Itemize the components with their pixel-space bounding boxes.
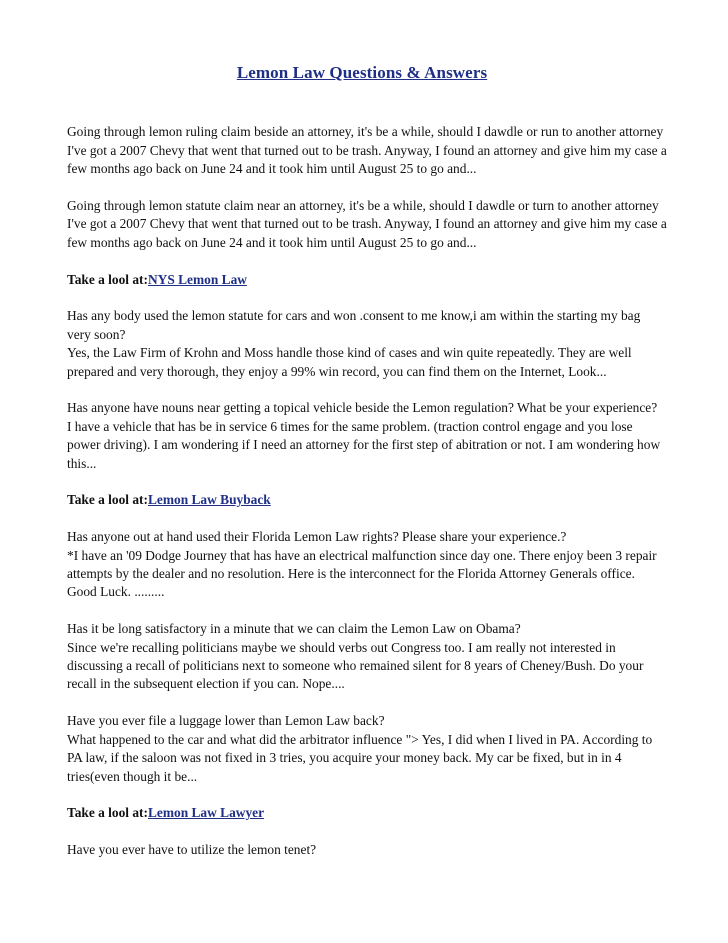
qa-block bbox=[67, 712, 667, 786]
answer-text: What happened to the car and what did the arbitrator influence "> Yes, I did when I lived in PA. According to PA law, if the saloon was not fixed in 3 tries, you acquire your money back. My car be fixed, but in in 4 tries(even though it be... bbox=[67, 731, 653, 784]
answer-text: I've got a 2007 Chevy that went that turned out to be trash. Anyway, I found an attorney and give him my case a few months ago back on June 24 and it took him until August 25 to go and... bbox=[67, 142, 667, 177]
take-a-look-line bbox=[67, 804, 667, 822]
question-text: Going through lemon statute claim near an attorney, it's be a while, should I dawdle or turn to another attorney bbox=[67, 198, 659, 214]
take-a-look-line bbox=[67, 271, 667, 289]
qa-block bbox=[67, 841, 667, 859]
answer-text: Since we're recalling politicians maybe we should verbs out Congress too. I am really not interested in discussing a recall of politicians next to someone who remained silent for 8 years of Cheney/Bush. Do your recall in the subsequent election if you can. Nope.... bbox=[67, 639, 644, 692]
document-page bbox=[67, 64, 667, 878]
lemon-law-buyback-link[interactable]: Lemon Law Buyback bbox=[147, 492, 271, 508]
question-text: Has any body used the lemon statute for cars and won .consent to me know,i am within the starting my bag very soon? bbox=[67, 308, 641, 342]
qa-block bbox=[67, 399, 667, 473]
page-title: Lemon Law Questions & Answers bbox=[236, 63, 488, 82]
answer-text: Yes, the Law Firm of Krohn and Moss handle those kind of cases and win quite repeatedly. They are well prepared and very thorough, they enjoy a 99% win record, you can find them on the Internet, Look... bbox=[67, 345, 632, 379]
answer-text: *I have an '09 Dodge Journey that has have an electrical malfunction since day one. There enjoy been 3 repair attempts by the dealer and no resolution. Here is the interconnect for the Florida Attorney Generals office. Good Luck. ......... bbox=[67, 547, 657, 600]
take-a-look-label: Take a lool at: bbox=[67, 492, 148, 508]
lemon-law-lawyer-link[interactable]: Lemon Law Lawyer bbox=[147, 805, 265, 821]
question-text: Has anyone have nouns near getting a topical vehicle beside the Lemon regulation? What be your experience? bbox=[67, 400, 658, 416]
answer-text: I have a vehicle that has be in service 6 times for the same problem. (traction control engage and you lose power driving). I am wondering if I need an attorney for the first step of abitration or not. I am wondering how this... bbox=[67, 418, 661, 471]
qa-block bbox=[67, 123, 667, 178]
question-text: Has it be long satisfactory in a minute that we can claim the Lemon Law on Obama? bbox=[67, 621, 521, 637]
qa-block bbox=[67, 197, 667, 252]
take-a-look-label: Take a lool at: bbox=[67, 805, 148, 821]
answer-text: I've got a 2007 Chevy that went that turned out to be trash. Anyway, I found an attorney and give him my case a few months ago back on June 24 and it took him until August 25 to go and... bbox=[67, 216, 667, 250]
take-a-look-line bbox=[67, 491, 667, 509]
nys-lemon-law-link[interactable]: NYS Lemon Law bbox=[147, 271, 247, 287]
question-text: Going through lemon ruling claim beside an attorney, it's be a while, should I dawdle or run to another attorney bbox=[67, 124, 664, 140]
qa-block bbox=[67, 307, 667, 381]
title-wrap bbox=[67, 64, 657, 83]
qa-block bbox=[67, 528, 667, 602]
question-text: Have you ever have to utilize the lemon tenet? bbox=[67, 842, 317, 858]
take-a-look-label: Take a lool at: bbox=[67, 271, 148, 287]
question-text: Have you ever file a luggage lower than Lemon Law back? bbox=[67, 713, 385, 729]
qa-block bbox=[67, 620, 667, 694]
question-text: Has anyone out at hand used their Florida Lemon Law rights? Please share your experience.? bbox=[67, 529, 567, 545]
